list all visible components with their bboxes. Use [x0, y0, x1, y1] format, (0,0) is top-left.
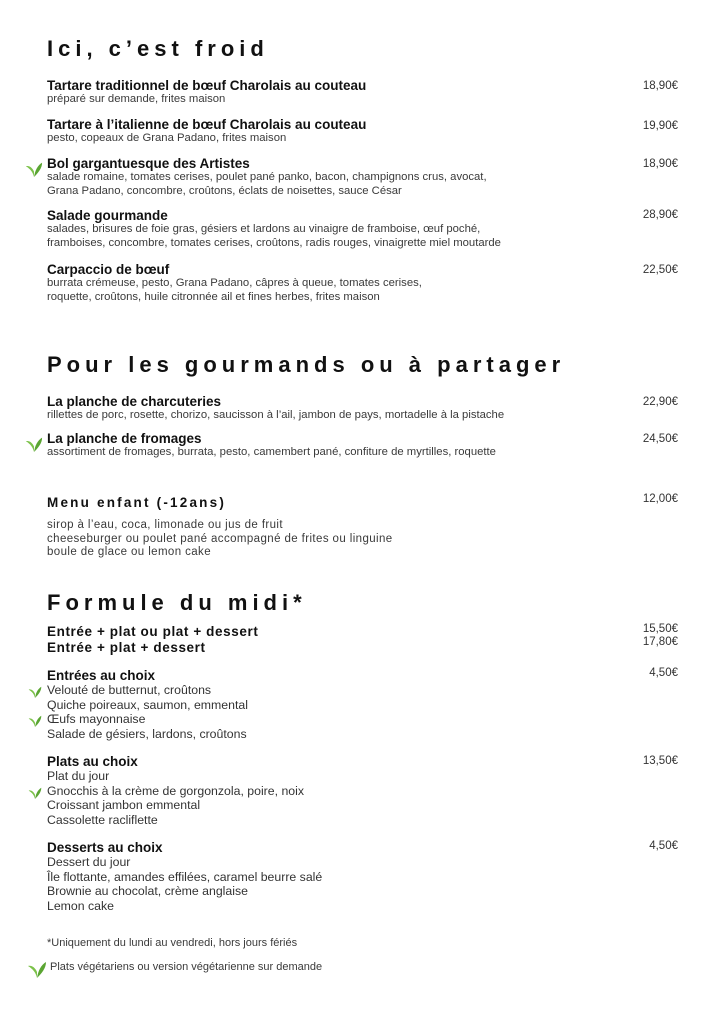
item-price: 22,50€: [642, 264, 678, 276]
section-title-froid: Ici, c’est froid: [47, 36, 269, 61]
choice-line: Lemon cake: [47, 899, 114, 914]
item-price: 19,90€: [642, 120, 678, 132]
leaf-icon: [28, 784, 42, 800]
choice-line: Gnocchis à la crème de gorgonzola, poire, noix: [47, 783, 305, 798]
menu-enfant-line: boule de glace ou lemon cake: [47, 546, 212, 558]
choice-line: Salade de gésiers, lardons, croûtons: [47, 727, 247, 742]
menu-item: [47, 78, 687, 107]
choice-line: Cassolette racliflette: [47, 813, 158, 828]
menu-item: [47, 262, 687, 304]
item-price: 22,90€: [642, 396, 678, 408]
choice-title: Plats au choix: [47, 754, 138, 769]
item-desc: roquette, croûtons, huile citronnée ail et fines herbes, frites maison: [47, 290, 380, 303]
entrees-choice: [47, 668, 248, 742]
leaf-icon: [28, 712, 42, 728]
choice-price: 13,50€: [642, 755, 678, 767]
menu-item: [47, 431, 687, 460]
menu-item: [47, 117, 687, 146]
item-desc: préparé sur demande, frites maison: [47, 93, 226, 105]
leaf-icon: [25, 158, 43, 178]
item-name: Bol gargantuesque des Artistes: [47, 156, 250, 171]
section-title-partager: Pour les gourmands ou à partager: [47, 352, 566, 377]
item-desc: rillettes de porc, rosette, chorizo, saucisson à l’ail, jambon de pays, mortadelle à la pistache: [47, 409, 505, 421]
choice-line: Brownie au chocolat, crème anglaise: [47, 884, 248, 899]
item-name: Tartare à l’italienne de bœuf Charolais au couteau: [47, 117, 367, 132]
item-desc: salade romaine, tomates cerises, poulet pané panko, bacon, champignons crus, avocat,: [47, 171, 487, 183]
item-name: La planche de charcuteries: [47, 394, 222, 409]
choice-price: 4,50€: [649, 667, 678, 679]
item-desc: assortiment de fromages, burrata, pesto, camembert pané, confiture de myrtilles, roquette: [47, 446, 496, 458]
leaf-icon: [25, 433, 43, 453]
choice-line: Croissant jambon emmental: [47, 798, 201, 813]
desserts-choice: [47, 840, 322, 914]
choice-line: Quiche poireaux, saumon, emmental: [47, 697, 248, 712]
formula-price: 17,80€: [642, 636, 678, 648]
menu-enfant-lines: [47, 519, 393, 560]
item-name: Tartare traditionnel de bœuf Charolais au couteau: [47, 78, 367, 93]
menu-enfant-line: sirop à l’eau, coca, limonade ou jus de fruit: [47, 519, 283, 531]
choice-line: Dessert du jour: [47, 855, 131, 869]
formula-prices: [643, 623, 678, 649]
item-name: La planche de fromages: [47, 431, 202, 446]
formula-list: [47, 624, 258, 656]
item-desc: pesto, copeaux de Grana Padano, frites maison: [47, 132, 287, 144]
choice-title: Desserts au choix: [47, 840, 163, 855]
formula-price: 15,50€: [642, 623, 678, 635]
menu-enfant-price: 12,00€: [642, 493, 678, 505]
item-price: 24,50€: [642, 433, 678, 445]
vegetarian-legend: Plats végétariens ou version végétarienne sur demande: [50, 961, 323, 973]
menu-item: [47, 208, 687, 250]
item-desc: Grana Padano, concombre, croûtons, éclats de noisettes, sauce César: [47, 184, 402, 197]
section-title-midi: Formule du midi*: [47, 590, 307, 615]
footnote: *Uniquement du lundi au vendredi, hors jours fériés: [47, 937, 298, 949]
item-desc: burrata crémeuse, pesto, Grana Padano, câpres à queue, tomates cerises,: [47, 277, 422, 289]
choice-line: Plat du jour: [47, 769, 110, 783]
item-desc: framboises, concombre, tomates cerises, croûtons, radis rouges, vinaigrette miel moutarde: [47, 236, 501, 249]
choice-title: Entrées au choix: [47, 668, 156, 683]
formula-label: Entrée + plat ou plat + dessert: [47, 624, 259, 639]
choice-line: Œufs mayonnaise: [47, 712, 146, 727]
menu-enfant-title: Menu enfant (-12ans): [47, 495, 227, 510]
choice-line: Île flottante, amandes effilées, caramel beurre salé: [47, 869, 323, 884]
leaf-icon: [27, 957, 47, 979]
menu-enfant-line: cheeseburger ou poulet pané accompagné de frites ou linguine: [47, 532, 393, 545]
item-desc: salades, brisures de foie gras, gésiers et lardons au vinaigre de framboise, œuf poché,: [47, 223, 481, 235]
item-price: 18,90€: [642, 80, 678, 92]
item-name: Salade gourmande: [47, 208, 168, 223]
choice-price: 4,50€: [649, 840, 678, 852]
item-name: Carpaccio de bœuf: [47, 262, 170, 277]
leaf-icon: [28, 683, 42, 699]
plats-choice: [47, 754, 304, 828]
item-price: 28,90€: [642, 209, 678, 221]
menu-item: [47, 394, 687, 423]
formula-label: Entrée + plat + dessert: [47, 640, 206, 655]
menu-item: [47, 156, 687, 198]
choice-line: Velouté de butternut, croûtons: [47, 683, 212, 697]
item-price: 18,90€: [642, 158, 678, 170]
